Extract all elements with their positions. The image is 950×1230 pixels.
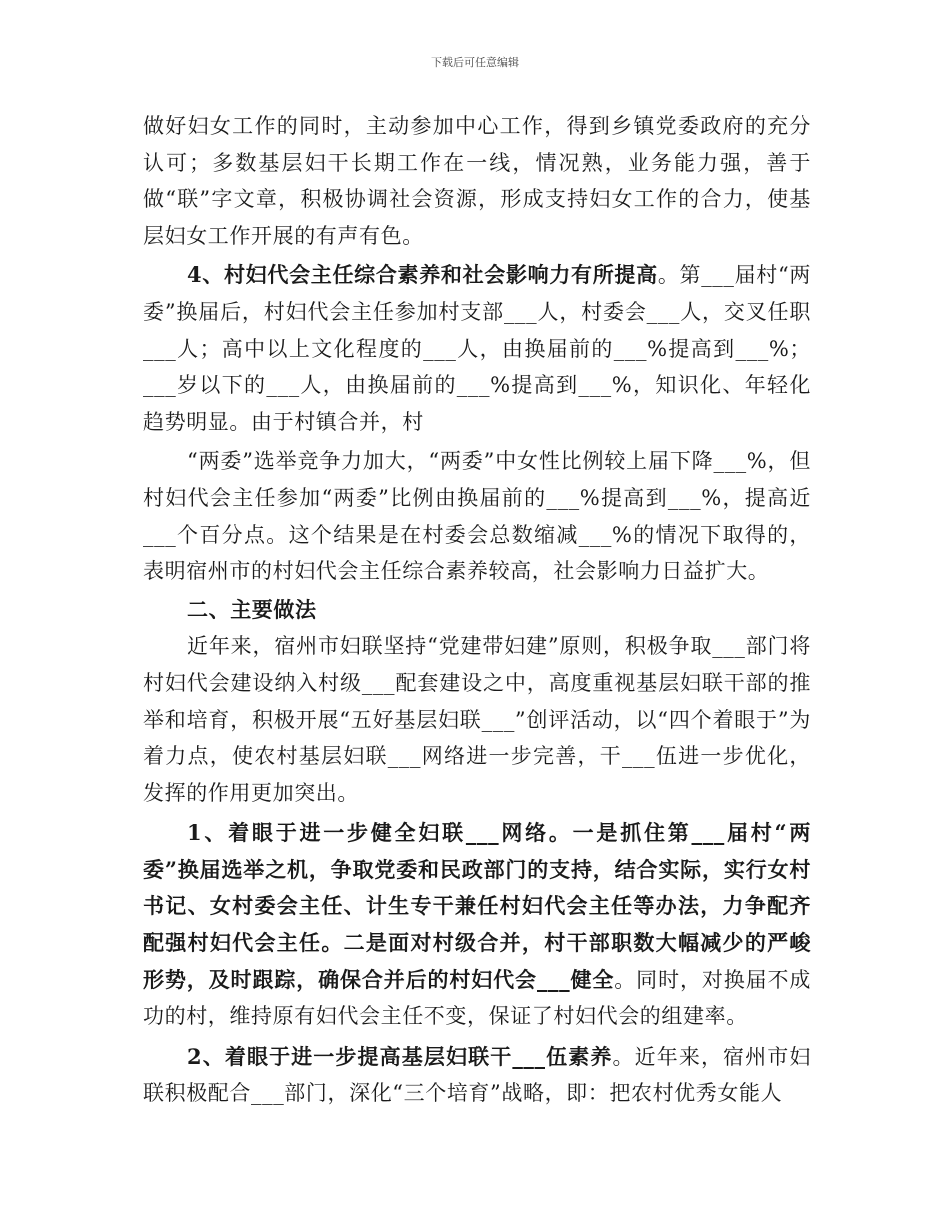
paragraph-2-lead: 4、村妇代会主任综合素养和社会影响力有所提高 xyxy=(187,262,658,288)
paragraph-3 xyxy=(143,443,811,589)
page-header: 下载后可任意编辑 xyxy=(431,56,519,69)
paragraph-6 xyxy=(143,1039,811,1112)
paragraph-4 xyxy=(143,628,811,811)
paragraph-1 xyxy=(143,108,811,254)
paragraph-2 xyxy=(143,257,811,440)
paragraph-2-text: 。第___届村“两委”换届后，村妇代会主任参加村支部___人，村委会___人，交叉任职___人；高中以上文化程度的___人，由换届前的___%提高到___%；___岁以下的___人，由换届前的___%提高到___%，知识化、年轻化趋势明显。由于村镇合并，村 xyxy=(143,263,811,434)
section-heading-text: 二、主要做法 xyxy=(187,596,317,622)
paragraph-1-text: 做好妇女工作的同时，主动参加中心工作，得到乡镇党委政府的充分认可；多数基层妇干长期工作在一线，情况熟，业务能力强，善于做“联”字文章，积极协调社会资源，形成支持妇女工作的合力，使基层妇女工作开展的有声有色。 xyxy=(143,114,811,248)
paragraph-5-lead: 1、着眼于进一步健全妇联___网络。一是抓住第___届村“两委”换届选举之机，争取党委和民政部门的支持，结合实际，实行女村书记、女村委会主任、计生专干兼任村妇代会主任等办法，力争配齐配强村妇代会主任。二是面对村级合并，村干部职数大幅减少的严峻形势，及时跟踪，确保合并后的村妇代会___健全 xyxy=(143,820,811,992)
paragraph-4-text: 近年来，宿州市妇联坚持“党建带妇建”原则，积极争取___部门将村妇代会建设纳入村级___配套建设之中，高度重视基层妇联干部的推举和培育，积极开展“五好基层妇联___”创评活动，以“四个着眼于”为着力点，使农村基层妇联___网络进一步完善，干___伍进一步优化，发挥的作用更加突出。 xyxy=(143,634,811,805)
paragraph-5-text: 。同时，对换届不成功的村，维持原有妇代会主任不变，保证了村妇代会的组建率。 xyxy=(143,967,811,1029)
document-body xyxy=(143,108,811,1112)
paragraph-6-text: 。近年来，宿州市妇联积极配合___部门，深化“三个培育”战略，即：把农村优秀女能人 xyxy=(143,1044,811,1106)
paragraph-3-text: “两委”选举竞争力加大，“两委”中女性比例较上届下降___%，但村妇代会主任参加“两委”比例由换届前的___%提高到___%，提高近___个百分点。这个结果是在村委会总数缩减___%的情况下取得的，表明宿州市的村妇代会主任综合素养较高，社会影响力日益扩大。 xyxy=(143,449,811,584)
paragraph-5 xyxy=(143,815,811,1035)
paragraph-6-lead: 2、着眼于进一步提高基层妇联干___伍素养 xyxy=(187,1043,613,1069)
section-heading xyxy=(143,592,811,629)
